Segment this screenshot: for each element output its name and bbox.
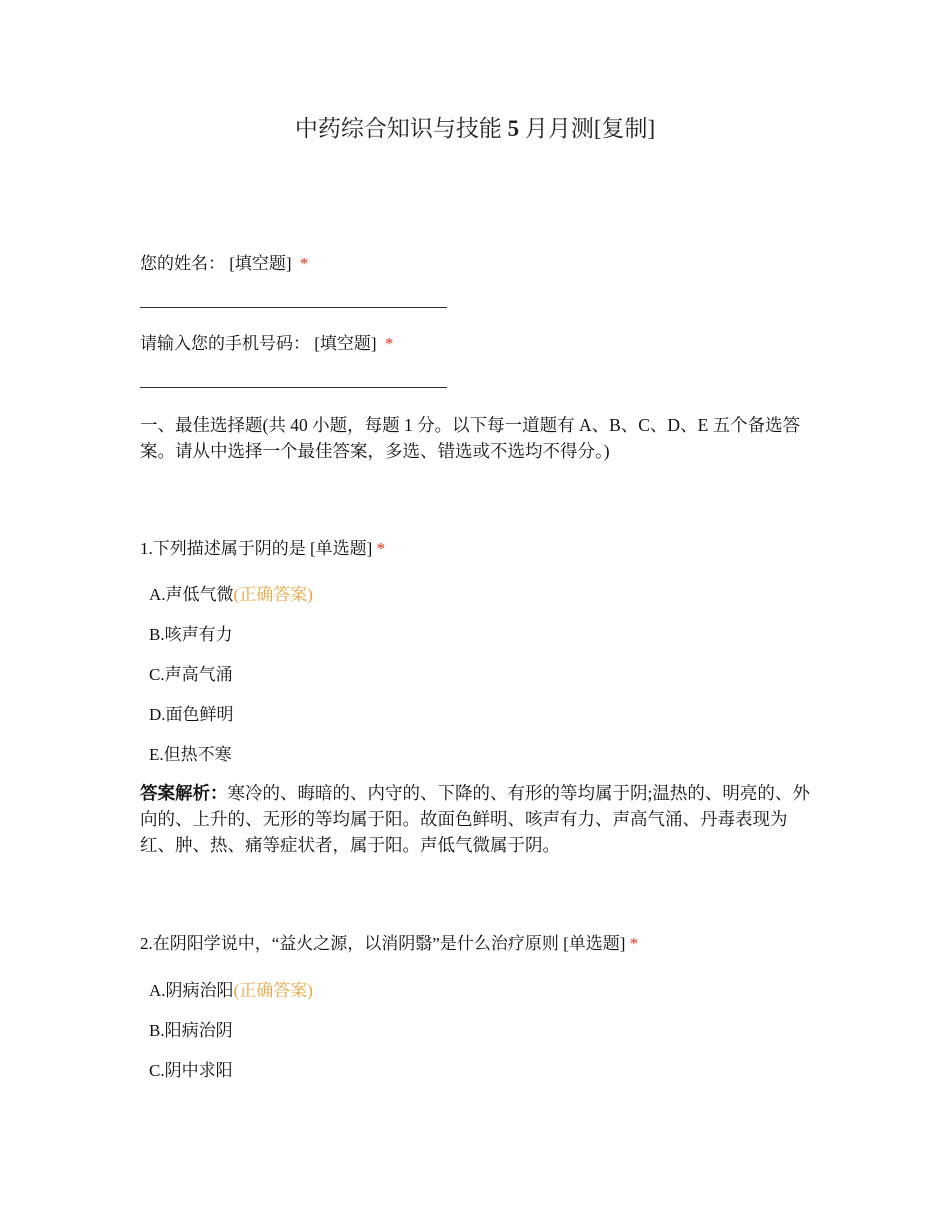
q2-option-a[interactable]: A.阴病治阳(正确答案) — [149, 981, 313, 1000]
phone-field-label — [140, 332, 393, 356]
phone-label: 请输入您的手机号码： — [140, 334, 310, 353]
q1-option-e[interactable]: E.但热不寒 — [149, 745, 232, 764]
correct-answer-label: (正确答案) — [233, 981, 313, 1000]
q2-option-c[interactable]: C.阴中求阳 — [149, 1061, 233, 1080]
q2-option-b[interactable]: B.阳病治阴 — [149, 1021, 233, 1040]
required-mark: * — [384, 334, 394, 353]
section-intro: 一、最佳选择题(共 40 小题，每题 1 分。以下每一道题有 A、B、C、D、E 五个备选答案。请从中选择一个最佳答案，多选、错选或不选均不得分。) — [140, 415, 801, 461]
analysis-text: 寒冷的、晦暗的、内守的、下降的、有形的等均属于阴;温热的、明亮的、外向的、上升的、无形的等均属于阳。故面色鲜明、咳声有力、声高气涌、丹毒表现为红、肿、热、痛等症状者，属于阳。声低气微属于阴。 — [140, 783, 810, 855]
name-field-label — [140, 252, 308, 276]
question-2-text: 2.在阴阳学说中，“益火之源，以消阴翳”是什么治疗原则 — [140, 934, 559, 953]
name-input-line[interactable] — [140, 307, 447, 308]
phone-type: [填空题] — [314, 334, 377, 353]
q1-option-a[interactable]: A.声低气微(正确答案) — [149, 585, 313, 604]
q1-option-d[interactable]: D.面色鲜明 — [149, 705, 234, 724]
name-type: [填空题] — [229, 254, 292, 273]
question-1-text: 1.下列描述属于阴的是 — [140, 539, 306, 558]
phone-input-line[interactable] — [140, 387, 447, 388]
question-2-type: [单选题] — [563, 934, 626, 953]
q1-option-c[interactable]: C.声高气涌 — [149, 665, 233, 684]
question-2-stem — [140, 932, 638, 956]
required-mark: * — [629, 934, 639, 953]
q1-option-b[interactable]: B.咳声有力 — [149, 625, 233, 644]
analysis-label: 答案解析： — [140, 783, 228, 803]
correct-answer-label: (正确答案) — [233, 585, 313, 604]
question-1-type: [单选题] — [310, 539, 373, 558]
required-mark: * — [299, 254, 309, 273]
required-mark: * — [376, 539, 386, 558]
page-title: 中药综合知识与技能 5 月月测[复制] — [294, 116, 656, 141]
name-label: 您的姓名： — [140, 254, 225, 273]
q1-analysis — [140, 780, 820, 858]
question-1-stem — [140, 537, 385, 561]
